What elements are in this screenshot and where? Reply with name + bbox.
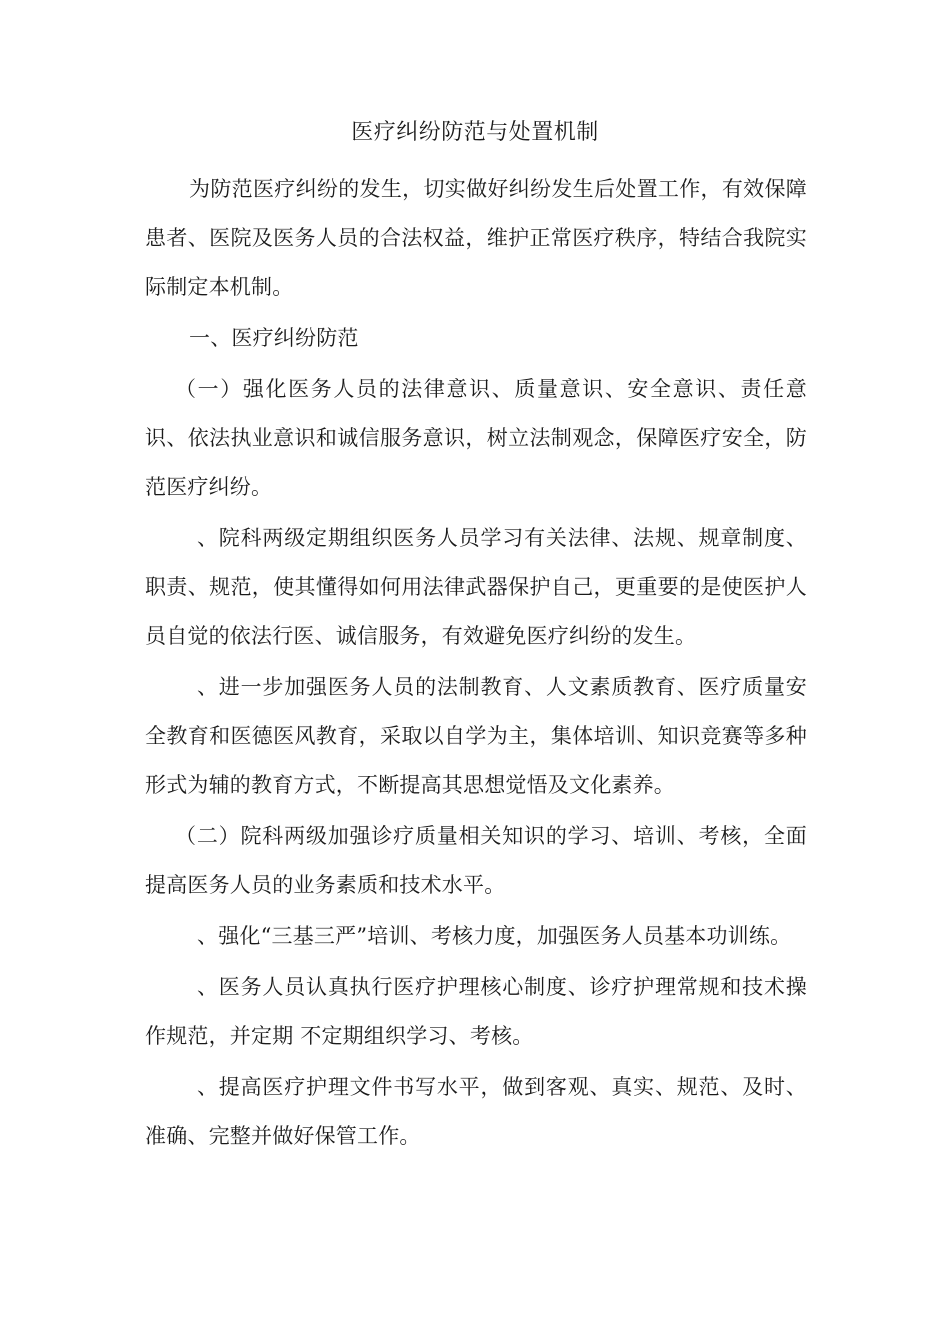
paragraph-intro: 为防范医疗纠纷的发生，切实做好纠纷发生后处置工作，有效保障患者、医院及医务人员的合法权益，维护正常医疗秩序，特结合我院实际制定本机制。 bbox=[145, 177, 807, 299]
paragraph-item-1-1: 、院科两级定期组织医务人员学习有关法律、法规、规章制度、职责、规范，使其懂得如何用法律武器保护自己，更重要的是使医护人员自觉的依法行医、诚信服务，有效避免医疗纠纷的发生。 bbox=[145, 526, 807, 648]
document-title: 医疗纠纷防范与处置机制 bbox=[351, 120, 599, 145]
document-body bbox=[145, 165, 807, 1163]
paragraph-subsection-2: （二）院科两级加强诊疗质量相关知识的学习、培训、考核，全面提高医务人员的业务素质和技术水平。 bbox=[145, 824, 807, 897]
paragraph-item-2-3: 、提高医疗护理文件书写水平，做到客观、真实、规范、及时、准确、完整并做好保管工作。 bbox=[145, 1075, 807, 1148]
paragraph-item-1-2: 、进一步加强医务人员的法制教育、人文素质教育、医疗质量安全教育和医德医风教育，采取以自学为主，集体培训、知识竞赛等多种形式为辅的教育方式，不断提高其思想觉悟及文化素养。 bbox=[145, 675, 807, 797]
section-heading-prevention: 一、医疗纠纷防范 bbox=[189, 326, 359, 350]
paragraph-item-2-2: 、医务人员认真执行医疗护理核心制度、诊疗护理常规和技术操作规范，并定期 不定期组织学习、考核。 bbox=[145, 975, 807, 1048]
paragraph-subsection-1: （一）强化医务人员的法律意识、质量意识、安全意识、责任意识、依法执业意识和诚信服务意识，树立法制观念，保障医疗安全，防范医疗纠纷。 bbox=[145, 377, 807, 499]
paragraph-item-2-1: 、强化“三基三严”培训、考核力度，加强医务人员基本功训练。 bbox=[197, 924, 792, 948]
